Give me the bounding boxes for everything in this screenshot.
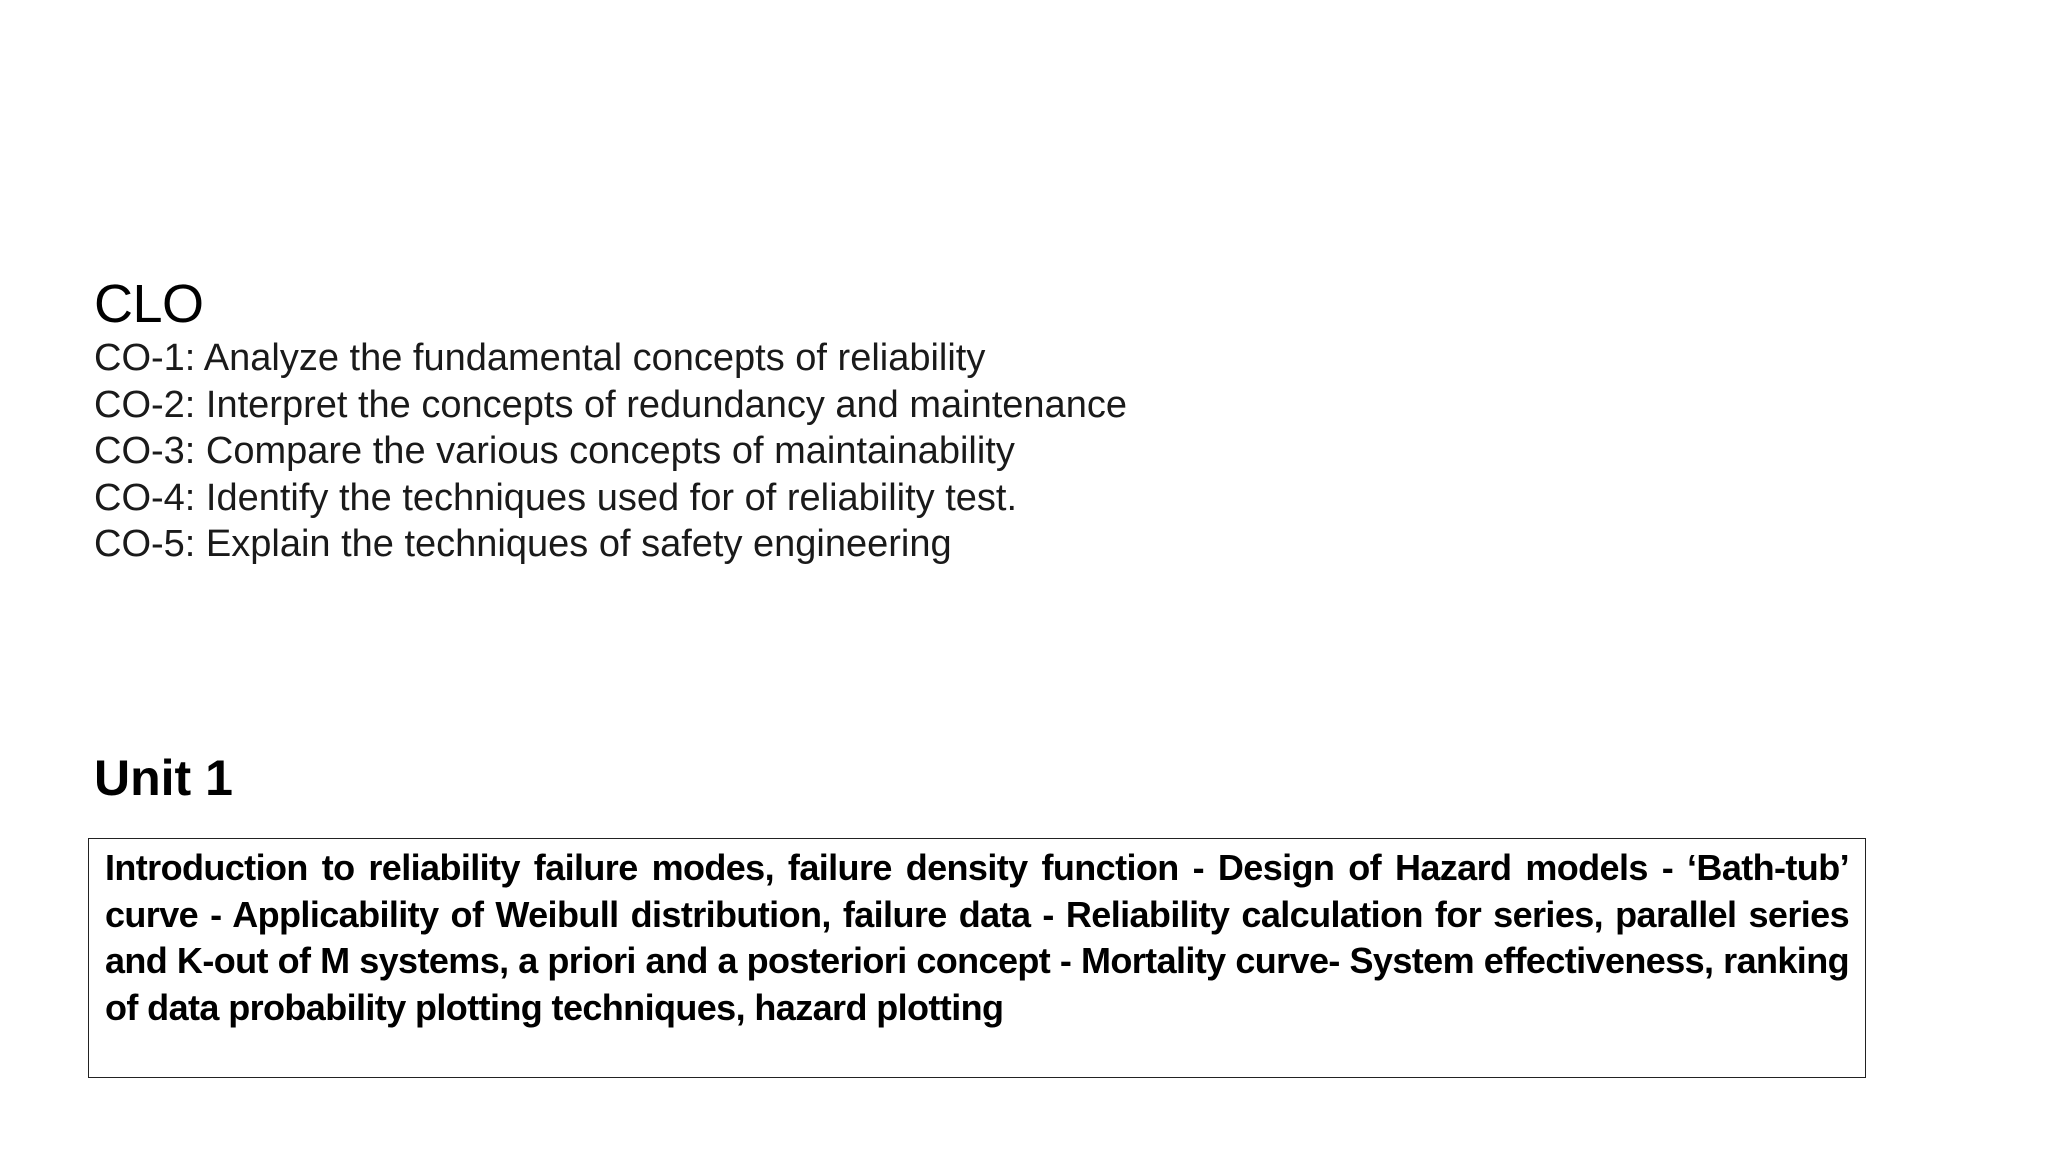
clo-heading: CLO [94,274,204,334]
unit-description-text: Introduction to reliability failure modes, failure density function - Design of Hazard models - ‘Bath-tub’ curve - Applicability of Weibull distribution, failure data - Reliability calculation for series, parallel series and K-out of M systems, a priori and a posteriori concept - Mortality curve- System effectiveness, ranking of data probability plotting techniques, hazard plotting [105,847,1849,1028]
course-outcome-item: CO-2: Interpret the concepts of redundancy and maintenance [94,383,1127,426]
course-outcomes-list [94,335,1127,568]
course-outcome-item: CO-3: Compare the various concepts of maintainability [94,430,1015,472]
unit-description-box [88,838,1866,1078]
unit-heading: Unit 1 [94,750,233,806]
course-outcome-item: CO-5: Explain the techniques of safety engineering [94,523,952,565]
course-outcome-item: CO-4: Identify the techniques used for of reliability test. [94,476,1018,519]
course-outcome-item: CO-1: Analyze the fundamental concepts of reliability [94,337,986,379]
